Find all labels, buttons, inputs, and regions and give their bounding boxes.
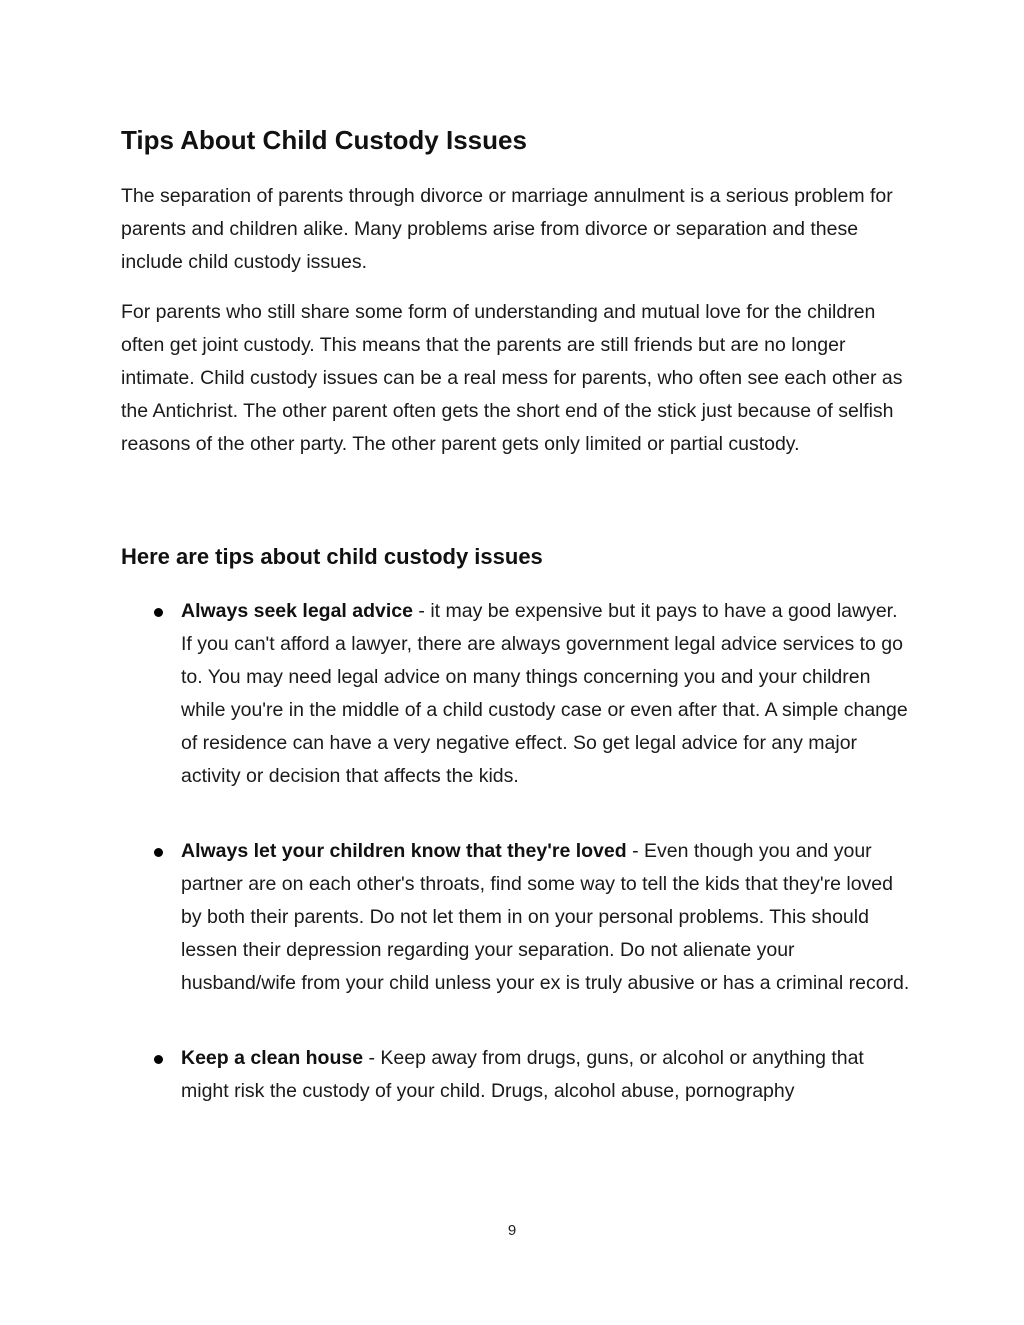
tips-list: [121, 595, 911, 1108]
intro-paragraph: The separation of parents through divorce or marriage annulment is a serious problem for parents and children alike. Many problems arise from divorce or separation and these include child custody issues.: [121, 185, 893, 273]
section-heading: Here are tips about child custody issues: [121, 544, 543, 569]
page-content: [121, 120, 911, 1108]
page-number: 9: [507, 1222, 517, 1239]
bullet-icon: [154, 848, 163, 857]
tip-text: - Even though you and your partner are on each other's throats, find some way to tell the kids that they're loved by both their parents. Do not let them in on your personal problems. This should lessen their depression regarding your separation. Do not alienate your husband/wife from your child unless your ex is truly abusive or has a criminal record.: [181, 840, 910, 994]
list-item: [121, 835, 911, 1000]
tip-title: Always seek legal advice: [181, 600, 413, 622]
tip-text: - Keep away from drugs, guns, or alcohol or anything that might risk the custody of your child. Drugs, alcohol abuse, pornography: [181, 1047, 864, 1102]
tip-title: Keep a clean house: [181, 1047, 364, 1069]
bullet-icon: [154, 608, 163, 617]
tip-text: - it may be expensive but it pays to have a good lawyer. If you can't afford a lawyer, there are always government legal advice services to go to. You may need legal advice on many things concerning you and your children while you're in the middle of a child custody case or even after that. A simple change of residence can have a very negative effect. So get legal advice for any major activity or decision that affects the kids.: [181, 600, 908, 787]
page-title: Tips About Child Custody Issues: [121, 125, 527, 155]
bullet-icon: [154, 1055, 163, 1064]
tip-title: Always let your children know that they're loved: [181, 840, 627, 862]
custody-paragraph: For parents who still share some form of understanding and mutual love for the children often get joint custody. This means that the parents are still friends but are no longer intimate. Child custody issues can be a real mess for parents, who often see each other as the Antichrist. The other parent often gets the short end of the stick just because of selfish reasons of the other party. The other parent gets only limited or partial custody.: [121, 301, 903, 455]
list-item: [121, 1042, 911, 1108]
list-item: [121, 595, 911, 793]
